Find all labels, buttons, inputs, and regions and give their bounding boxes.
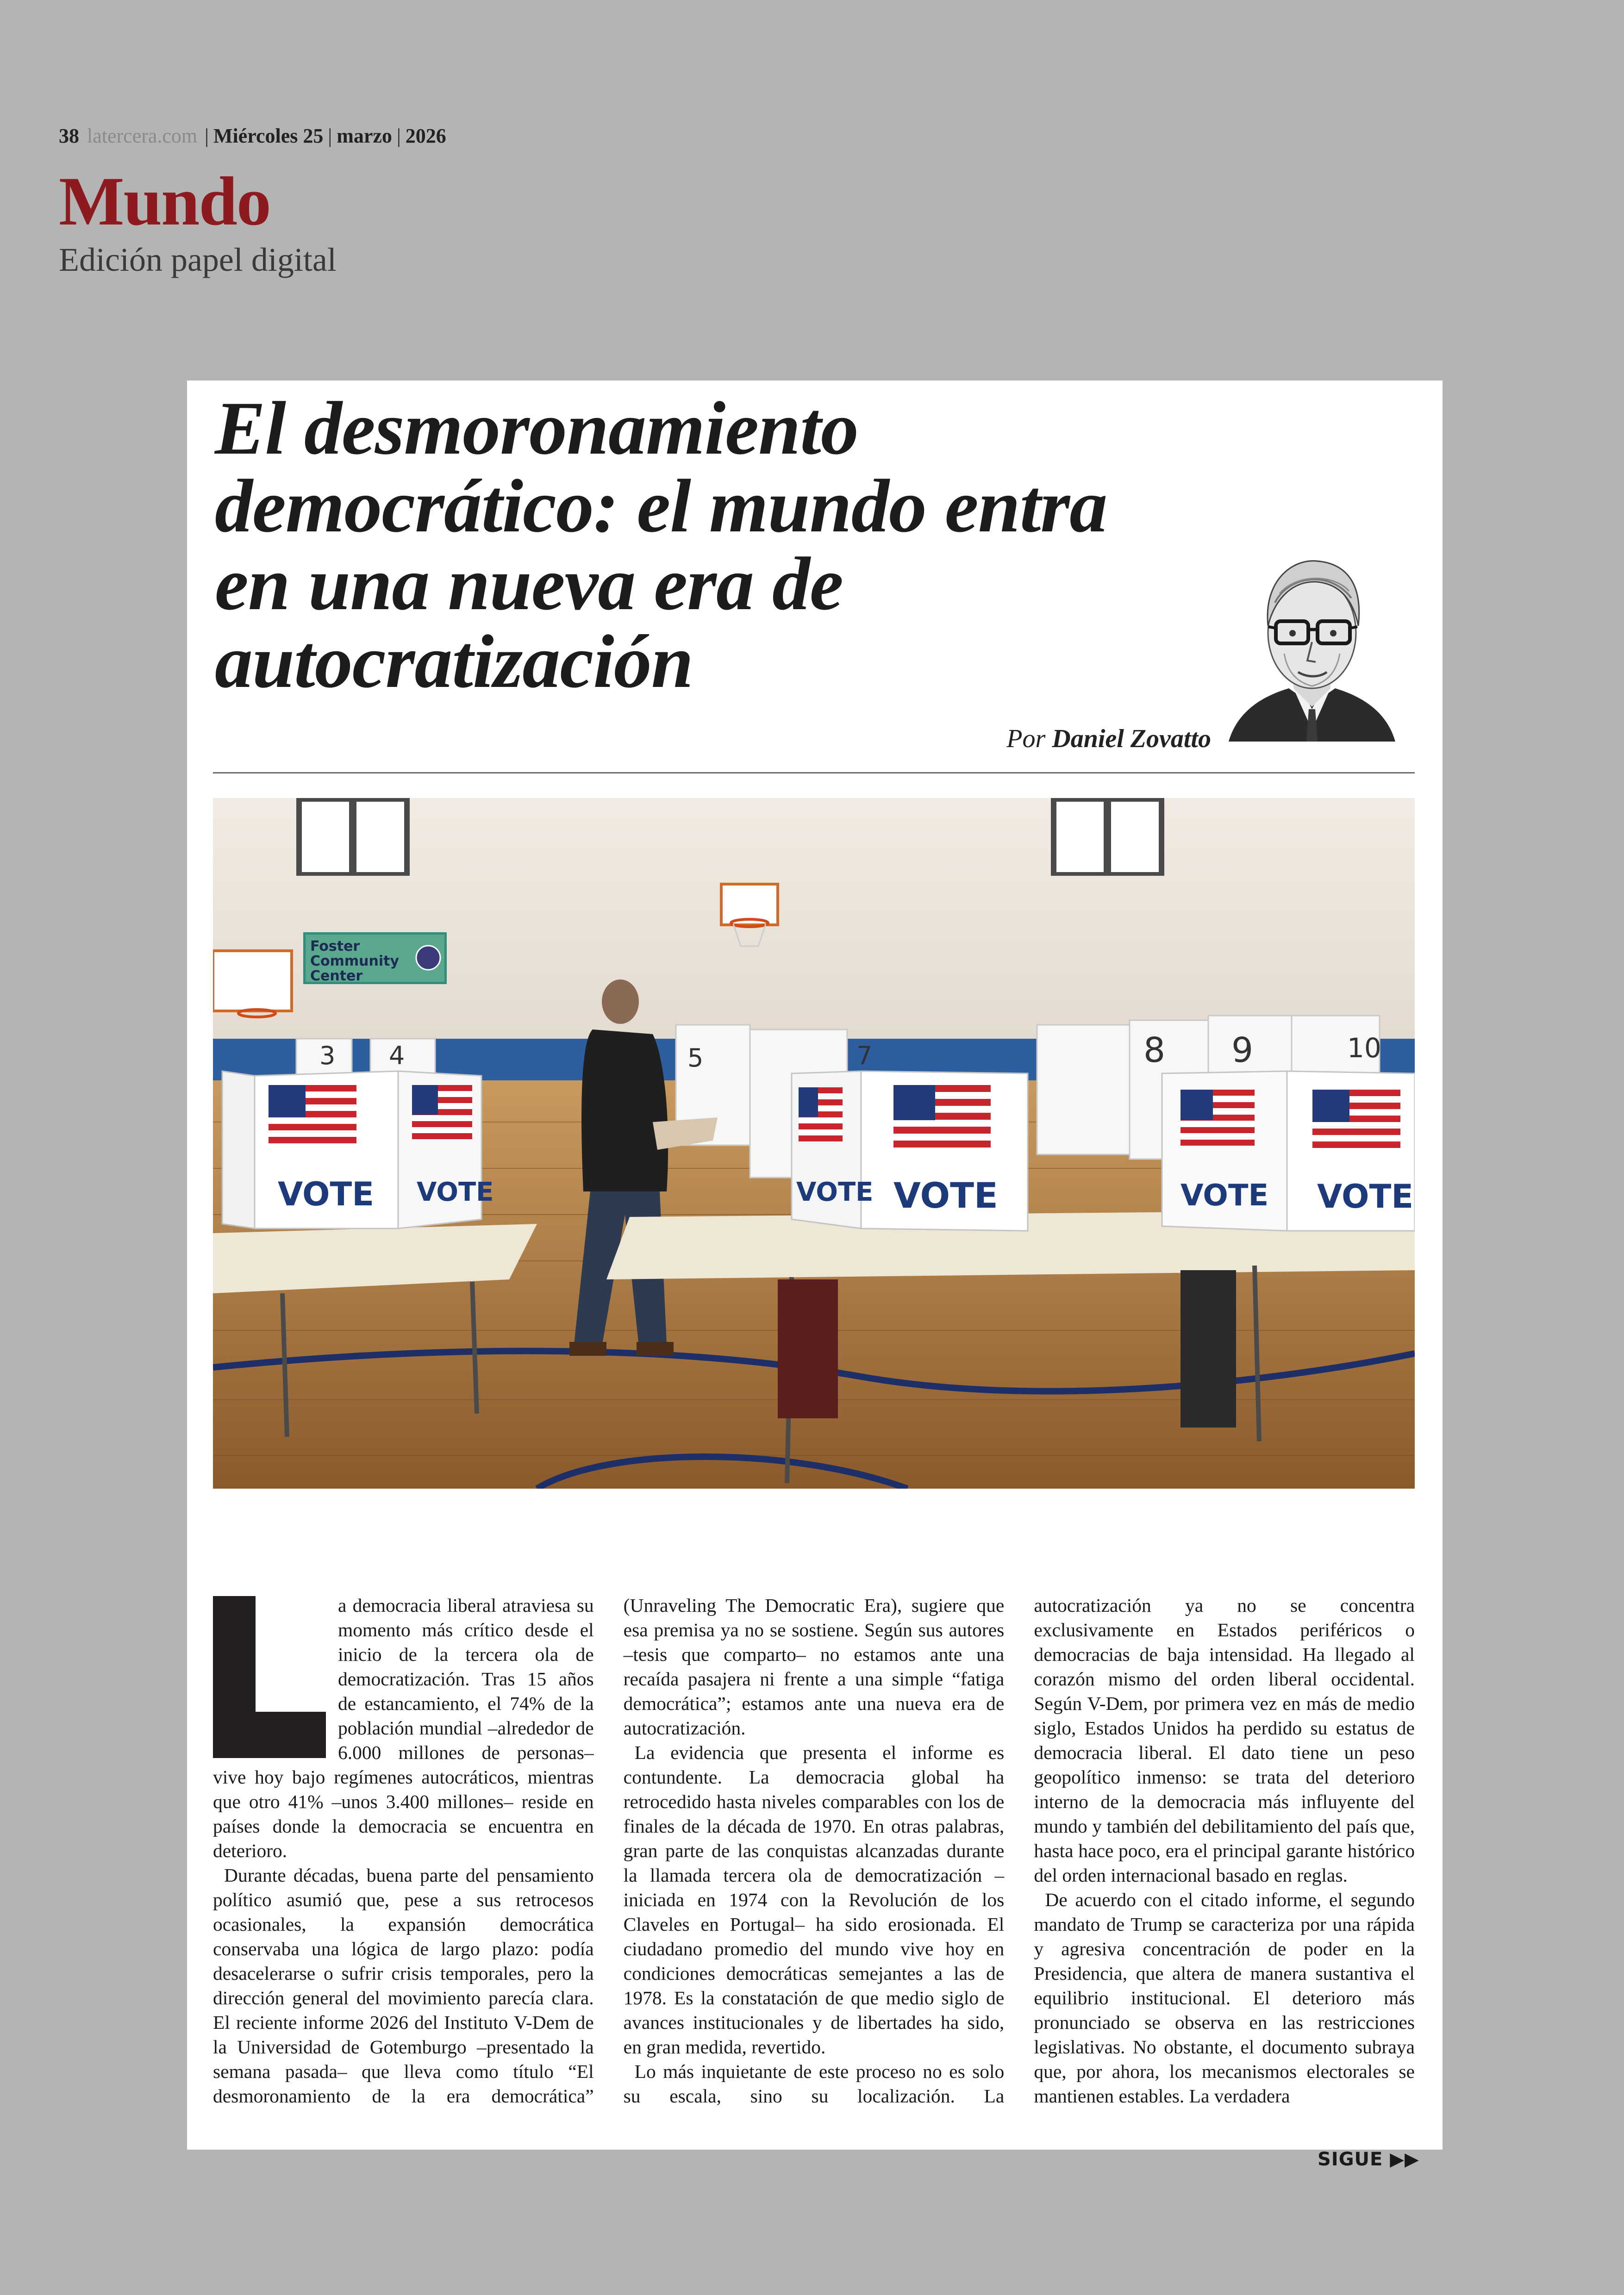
- voting-booths-photo: [213, 798, 1415, 1489]
- article-card: [187, 380, 1443, 2150]
- byline: [1006, 724, 1211, 754]
- page-number: 38: [59, 125, 79, 147]
- author-name: Daniel Zovatto: [1052, 724, 1211, 753]
- booth-vote-label: VOTE: [278, 1175, 375, 1213]
- continue-label[interactable]: SIGUE ▶▶: [1318, 2149, 1419, 2170]
- article-body: [213, 1593, 1415, 2116]
- author-portrait-illustration: [1224, 547, 1400, 742]
- booth-number: 4: [389, 1041, 405, 1070]
- booth-number: 10: [1347, 1032, 1381, 1064]
- date-month: marzo: [337, 125, 392, 147]
- edition-subtitle: Edición papel digital: [59, 241, 337, 278]
- section-title: Mundo: [59, 163, 270, 240]
- booth-number: 5: [687, 1043, 704, 1073]
- page-header: 38 latercera.com | Miércoles 25 | marzo | 2026: [59, 125, 446, 147]
- byline-prefix: Por: [1006, 724, 1046, 753]
- booth-number: 3: [319, 1041, 336, 1070]
- paragraph-1-text: a democracia liberal atraviesa su momento más crítico desde el inicio de la tercera ola de democratización. Tras 15 años de estancamiento, el 74% de la población mundial –alrededor de 6.000 millones de personas– vive hoy bajo regímenes autocráticos, mientras que otro 41% –unos 3.400 millones– reside en países donde la democracia se encuentra en deterioro.: [213, 1595, 594, 1861]
- headline-divider: [213, 772, 1415, 773]
- paragraph-2: Durante décadas, buena parte del pensamiento político asumió que, pese a sus retrocesos ocasionales, la expansión democrática conservaba una lógica de largo plazo: podía desacelerarse o sufrir crisis temporales, pero la dirección general del movimiento parecía clara. El reciente informe 2026 del Instituto V-Dem de la Universidad de Gotemburgo –presentado la semana pasada– que lleva como título “El desmoronamiento de la era democrática” (Unraveling The Democratic Era), sugiere que esa premisa ya no se sostiene. Según sus autores –tesis que comparto– no estamos ante una recaída pasajera ni frente a una simple “fatiga democrática”; estamos ante una nueva era de autocratización.: [213, 1595, 1005, 2107]
- sign-text: Foster: [310, 938, 360, 954]
- booth-vote-label: VOTE: [1181, 1179, 1269, 1213]
- booth-vote-label: VOTE: [796, 1177, 874, 1207]
- booth-vote-label: VOTE: [893, 1175, 998, 1216]
- paragraph-1: [213, 1593, 594, 1863]
- booth-vote-label: VOTE: [1317, 1178, 1414, 1216]
- svg-text:Community: Community: [310, 953, 400, 969]
- site-name[interactable]: latercera.com: [87, 125, 198, 147]
- paragraph-4: Lo más inquietante de este proceso no es solo su escala, sino su localización. La autocratización ya no se concentra exclusivamente en Estados periféricos o democracias de baja intensidad. Ha llegado al corazón mismo del orden liberal occidental. Según V-Dem, por primera vez en más de medio siglo, Estados Unidos ha perdido su estatus de democracia liberal. El dato tiene un peso geopolítico inmenso: se trata del deterioro interno de la democracia más influyente del mundo y también del debilitamiento del país que, hasta hace poco, era el principal garante histórico del orden internacional basado en reglas.: [623, 1595, 1415, 2107]
- date-weekday-day: Miércoles 25: [213, 125, 324, 147]
- booth-number: 8: [1143, 1030, 1166, 1070]
- date-year: 2026: [405, 125, 446, 147]
- paragraph-3: La evidencia que presenta el informe es contundente. La democracia global ha retrocedido hasta niveles comparables con los de finales de la década de 1970. En otras palabras, gran parte de las conquistas alcanzadas durante la llamada tercera ola de democratización –iniciada en 1974 con la Revolución de los Claveles en Portugal– ha sido erosionada. El ciudadano promedio del mundo vive hoy en condiciones democráticas semejantes a las de 1978. Es la constatación de que medio siglo de avances institucionales y de libertades ha sido, en gran medida, revertido.: [623, 1742, 1005, 2058]
- svg-text:Center: Center: [310, 968, 363, 984]
- booth-number: 7: [856, 1041, 873, 1070]
- article-headline: El desmoronamiento democrático: el mundo entra en una nueva era de autocratización: [215, 387, 1107, 704]
- drop-cap: [213, 1596, 326, 1758]
- booth-vote-label: VOTE: [417, 1177, 494, 1207]
- booth-number: 9: [1231, 1030, 1254, 1070]
- paragraph-5: De acuerdo con el citado informe, el segundo mandato de Trump se caracteriza por una rápida y agresiva concentración de poder en la Presidencia, que altera de manera sustantiva el equilibrio institucional. El deterioro más pronunciado se observa en las restricciones legislativas. No obstante, el documento subraya que, por ahora, los mecanismos electorales se mantienen estables. La verdadera: [1034, 1889, 1415, 2107]
